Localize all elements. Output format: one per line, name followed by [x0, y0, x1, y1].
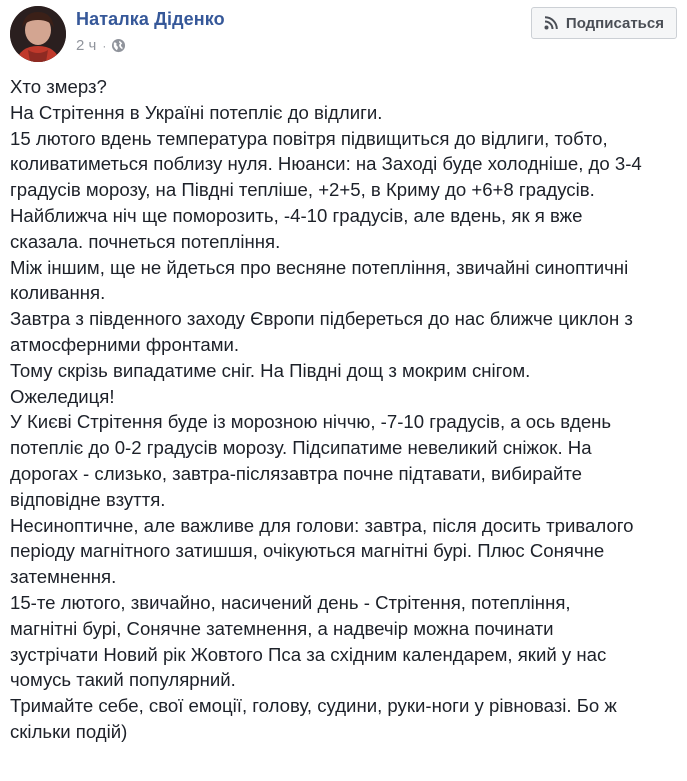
subscribe-button[interactable] [531, 7, 677, 39]
post-line: сказала. почнеться потепління. [10, 230, 281, 252]
post-line: Завтра з південного заходу Європи підбереться до нас ближче циклон з [10, 308, 633, 330]
post-header [10, 6, 677, 62]
post-line: чомусь такий популярний. [10, 669, 236, 691]
post-line: Найближча ніч ще поморозить, -4-10 градусів, але вдень, як я вже [10, 204, 583, 226]
author-name[interactable]: Наталка Діденко [76, 9, 225, 29]
post-line: потепліє до 0-2 градусів морозу. Підсипатиме невеликий сніжок. На [10, 437, 592, 459]
avatar[interactable] [10, 6, 66, 62]
meta-separator: · [102, 38, 107, 53]
globe-icon[interactable] [111, 38, 126, 53]
post-line: У Києві Стрітення буде із морозною ніччю, -7-10 градусів, а ось вдень [10, 411, 612, 433]
post-line: магнітні бурі, Сонячне затемнення, а надвечір можна починати [10, 617, 554, 639]
post-line: Несиноптичне, але важливе для голови: завтра, після досить тривалого [10, 514, 634, 536]
post-line: Тому скрізь випадатиме сніг. На Півдні дощ з мокрим снігом. [10, 359, 531, 381]
post-line: скільки подій) [10, 720, 128, 742]
post-line: коливатиметься поблизу нуля. Нюанси: на Заході буде холодніше, до 3-4 [10, 153, 642, 175]
post-line: Тримайте себе, свої емоції, голову, судини, руки-ноги у рівновазі. Бо ж [10, 695, 617, 717]
rss-icon [544, 16, 558, 30]
post-line: атмосферними фронтами. [10, 333, 240, 355]
post-line: дорогах - слизько, завтра-післязавтра почне підтавати, вибирайте [10, 462, 583, 484]
post-meta [76, 37, 126, 54]
post-line: затемнення. [10, 566, 117, 588]
post-line: 15-те лютого, звичайно, насичений день - Стрітення, потепління, [10, 591, 571, 613]
post-time[interactable]: 2 ч [76, 37, 97, 54]
post-line: періоду магнітного затишшя, очікуються магнітні бурі. Плюс Сонячне [10, 540, 605, 562]
post-line: зустрічати Новий рік Жовтого Пса за східним календарем, який у нас [10, 643, 607, 665]
post-line: Між іншим, ще не йдеться про весняне потепління, звичайні синоптичні [10, 256, 629, 278]
post-line: коливання. [10, 282, 106, 304]
post-line: відповідне взуття. [10, 488, 166, 510]
avatar-image [10, 6, 66, 62]
post-body [10, 74, 675, 745]
subscribe-label: Подписаться [565, 14, 664, 32]
post-line: градусів морозу, на Півдні тепліше, +2+5, в Криму до +6+8 градусів. [10, 179, 595, 201]
post-line: 15 лютого вдень температура повітря підвищиться до відлиги, тобто, [10, 127, 608, 149]
post-line: Хто змерз? [10, 76, 107, 97]
post-line: На Стрітення в Україні потепліє до відлиги. [10, 101, 383, 123]
post-line: Ожеледиця! [10, 385, 115, 407]
